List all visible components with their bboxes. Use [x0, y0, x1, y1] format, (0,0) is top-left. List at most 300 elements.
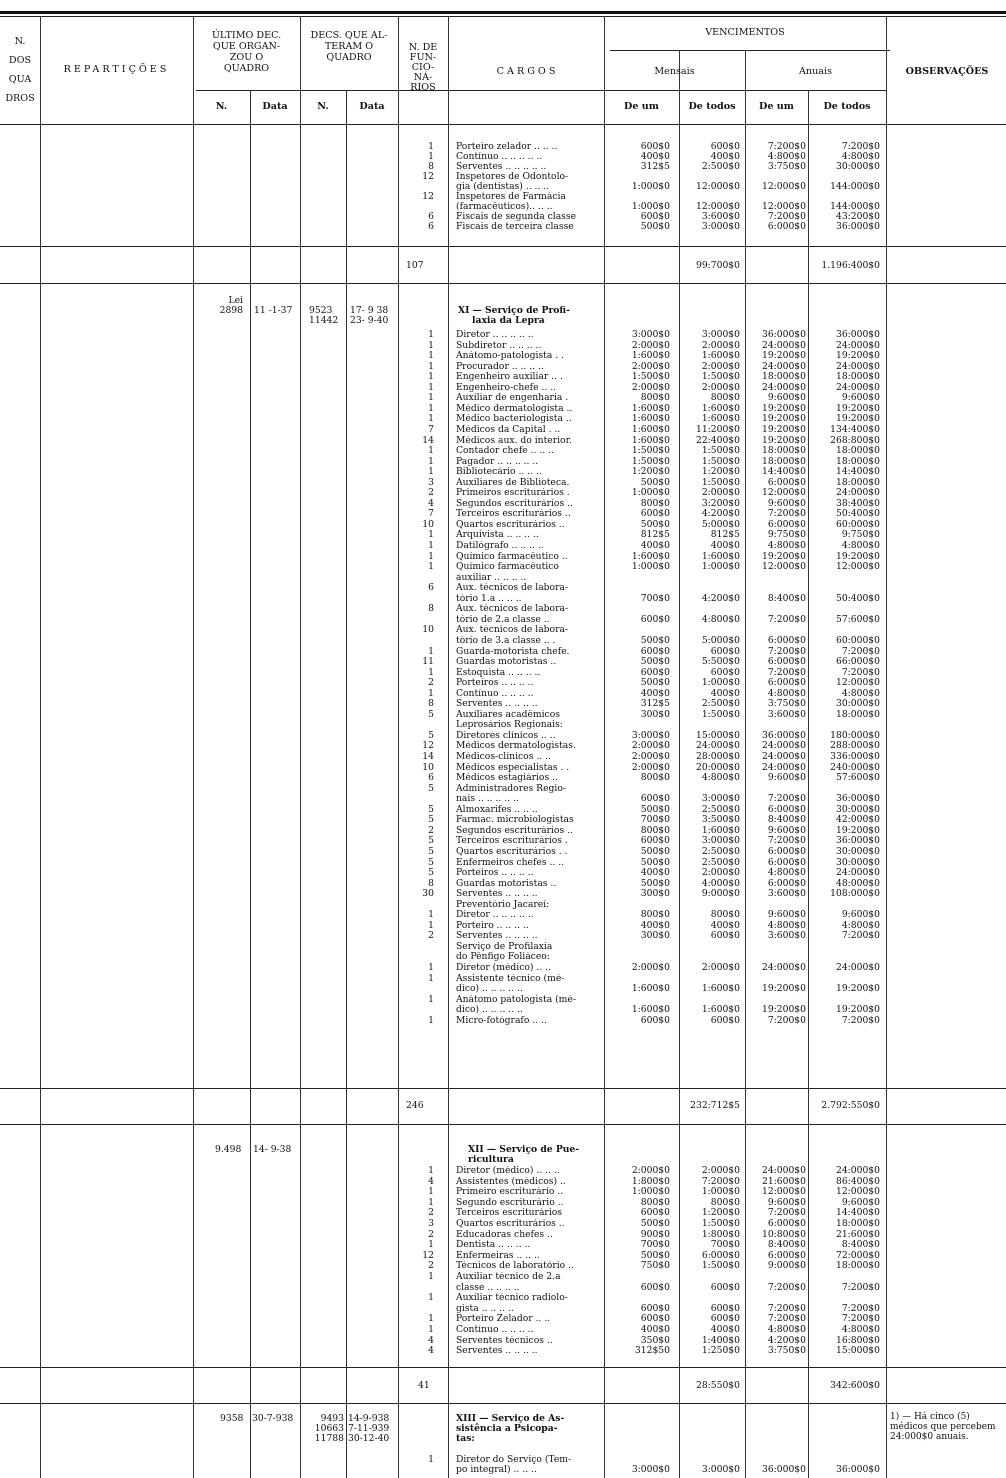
row-anual-de-todos: 7:200$0	[841, 930, 880, 942]
header-reparticoes: REPARTIÇÕES	[63, 64, 170, 75]
row-anual-de-um: 14:400$0	[761, 466, 806, 478]
row-quantity: 3	[428, 1218, 434, 1229]
block2-total-top	[0, 1088, 1006, 1089]
row-cargo: Serventes técnicos ..	[456, 1335, 553, 1346]
block4-section-title: XIII — Serviço de As- sistência a Psicopa- tas:	[456, 1413, 565, 1444]
block2-total-n: 246	[406, 1100, 424, 1111]
row-anual-de-um: 19:200$0	[761, 983, 806, 995]
row-mensal-de-um: 600$0	[640, 793, 670, 805]
row-mensal-de-um: 500$0	[640, 221, 670, 232]
row-mensal-de-todos: 1:500$0	[701, 476, 740, 488]
row-anual-de-todos: 16:800$0	[835, 1334, 880, 1346]
row-anual-de-todos: 72:000$0	[835, 1249, 880, 1261]
row-anual-de-todos: 7:200$0	[841, 666, 880, 678]
row-anual-de-um: 36:000$0	[761, 1464, 806, 1475]
header-bottom-rule	[0, 124, 1006, 125]
row-anual-de-um: 7:200$0	[767, 1281, 806, 1293]
row-anual-de-todos: 4:800$0	[841, 919, 880, 931]
vrule	[886, 16, 887, 1478]
row-quantity: 4	[428, 497, 434, 509]
row-anual-de-um: 12:000$0	[761, 181, 806, 192]
row-anual-de-todos: 43:200$0	[835, 211, 880, 222]
row-mensal-de-um: 800$0	[640, 1196, 670, 1208]
row-mensal-de-todos: 1:000$0	[701, 1186, 740, 1198]
row-cargo: Químico farmacêutico	[456, 562, 559, 573]
header-mensais: Mensais	[654, 66, 695, 77]
row-cargo: Primeiros escriturários .	[456, 488, 570, 499]
row-anual-de-um: 9:600$0	[767, 497, 806, 509]
row-mensal-de-todos: 1:200$0	[701, 1207, 740, 1219]
row-anual-de-todos: 134:400$0	[830, 423, 880, 435]
row-cargo: Terceiros escriturários ..	[456, 509, 571, 520]
row-anual-de-um: 3:600$0	[767, 708, 806, 720]
row-mensal-de-um: 600$0	[640, 666, 670, 678]
row-anual-de-um: 7:200$0	[767, 141, 806, 152]
row-mensal-de-um: 312$5	[640, 698, 670, 710]
row-mensal-de-todos: 1:250$0	[701, 1345, 740, 1357]
row-mensal-de-um: 600$0	[640, 1302, 670, 1314]
row-mensal-de-um: 1:600$0	[631, 350, 670, 362]
row-cargo: gia (dentistas) .. .. ..	[456, 182, 550, 192]
row-anual-de-todos: 60:000$0	[835, 518, 880, 530]
block1-total-bottom	[0, 283, 1006, 284]
row-mensal-de-todos: 20:000$0	[695, 761, 740, 773]
row-mensal-de-todos: 9:000$0	[701, 888, 740, 900]
row-mensal-de-um: 600$0	[640, 1014, 670, 1026]
row-anual-de-um: 21:600$0	[761, 1175, 806, 1187]
row-mensal-de-um: 600$0	[640, 835, 670, 847]
row-mensal-de-um: 312$50	[634, 1345, 670, 1357]
header-cargos: C A R G O S	[496, 66, 556, 77]
row-quantity: 8	[428, 698, 434, 710]
row-cargo: Contínuo .. .. .. ..	[456, 688, 534, 699]
row-anual-de-um: 6:000$0	[767, 677, 806, 689]
row-mensal-de-todos: 600$0	[710, 666, 740, 678]
row-cargo: Auxiliares acadêmicos	[456, 709, 560, 720]
row-anual-de-um: 9:600$0	[767, 1196, 806, 1208]
row-quantity: 1	[428, 1014, 434, 1026]
row-mensal-de-todos: 7:200$0	[701, 1175, 740, 1187]
row-anual-de-todos: 30:000$0	[835, 803, 880, 815]
row-cargo: Segundos escriturários ..	[456, 498, 573, 509]
row-mensal-de-um: 3:000$0	[631, 329, 670, 340]
block3-total-anual: 342:600$0	[830, 1380, 880, 1391]
row-cargo: Serventes .. .. .. ..	[456, 889, 538, 900]
row-quantity: 2	[428, 677, 434, 689]
row-mensal-de-um: 400$0	[640, 867, 670, 879]
row-quantity: 14	[422, 751, 434, 762]
row-anual-de-todos: 24:000$0	[835, 339, 880, 351]
row-anual-de-todos: 48:000$0	[835, 877, 880, 889]
header-ultimo-n: N.	[215, 101, 228, 112]
row-cargo: Estoquista .. .. .. ..	[456, 667, 541, 678]
row-mensal-de-todos: 800$0	[710, 909, 740, 921]
row-cargo: Pagador .. .. .. .. ..	[456, 456, 539, 467]
row-anual-de-um: 7:200$0	[767, 1014, 806, 1026]
row-cargo: Contínuo .. .. .. ..	[456, 1325, 534, 1335]
row-mensal-de-todos: 3:000$0	[701, 793, 740, 805]
block3-total-n: 41	[418, 1380, 430, 1391]
row-quantity: 1	[428, 350, 434, 362]
block4-dec-data: 30-7-938	[252, 1413, 294, 1424]
row-mensal-de-um: 600$0	[640, 141, 670, 152]
row-anual-de-todos: 24:000$0	[835, 867, 880, 879]
row-cargo: Terceiros escriturários	[456, 1208, 563, 1219]
row-anual-de-um: 24:000$0	[761, 761, 806, 773]
row-anual-de-um: 6:000$0	[767, 803, 806, 815]
row-mensal-de-todos: 3:000$0	[701, 835, 740, 847]
row-quantity: 5	[428, 803, 434, 815]
row-cargo: (farmacêuticos).. .. ..	[456, 202, 553, 212]
row-mensal-de-todos: 1:000$0	[701, 677, 740, 689]
row-anual-de-um: 6:000$0	[767, 845, 806, 857]
row-mensal-de-um: 300$0	[640, 888, 670, 900]
row-mensal-de-todos: 1:800$0	[701, 1228, 740, 1240]
row-mensal-de-um: 800$0	[640, 392, 670, 404]
row-quantity: 2	[428, 824, 434, 836]
row-quantity: 4	[428, 1345, 434, 1357]
row-cargo: dico) .. .. .. .. ..	[456, 1005, 523, 1016]
row-mensal-de-todos: 2:500$0	[701, 698, 740, 710]
row-mensal-de-todos: 2:000$0	[701, 1165, 740, 1176]
row-anual-de-um: 12:000$0	[761, 561, 806, 573]
row-anual-de-um: 7:200$0	[767, 793, 806, 805]
row-anual-de-todos: 9:600$0	[841, 392, 880, 404]
row-cargo: Educadoras chefes ..	[456, 1229, 553, 1240]
header-ultimo-dec: ÚLTIMO DEC. QUE ORGAN- ZOU O QUADRO	[211, 30, 282, 74]
row-quantity: 1	[428, 392, 434, 404]
row-mensal-de-um: 600$0	[640, 1207, 670, 1219]
row-anual-de-um: 8:400$0	[767, 814, 806, 826]
block2-dec-data: 11 -1-37	[254, 305, 293, 316]
block1-total-n: 107	[406, 260, 424, 271]
row-anual-de-todos: 9:600$0	[841, 1196, 880, 1208]
row-quantity: 2	[428, 1207, 434, 1219]
block1-total-anual: 1.196:400$0	[821, 260, 880, 271]
row-cargo: Inspetores de Farmácia	[456, 192, 566, 202]
row-mensal-de-um: 500$0	[640, 856, 670, 868]
row-anual-de-todos: 24:000$0	[835, 487, 880, 499]
row-cargo: classe .. .. .. ..	[456, 1282, 520, 1293]
row-anual-de-todos: 4:800$0	[841, 1324, 880, 1335]
row-anual-de-um: 18:000$0	[761, 371, 806, 383]
row-anual-de-um: 8:400$0	[767, 592, 806, 604]
row-cargo: tório 1.a .. .. ..	[456, 593, 522, 604]
row-mensal-de-um: 1:000$0	[631, 487, 670, 499]
row-mensal-de-um: 600$0	[640, 1281, 670, 1293]
row-anual-de-todos: 7:200$0	[841, 1302, 880, 1314]
row-quantity: 5	[428, 867, 434, 879]
row-mensal-de-todos: 4:200$0	[701, 508, 740, 520]
row-mensal-de-todos: 1:200$0	[701, 466, 740, 478]
row-cargo: Aux. técnicos de labora-	[456, 604, 569, 615]
row-cargo: Engenheiro-chefe .. ..	[456, 382, 557, 393]
row-cargo: Guarda-motorista chefe.	[456, 646, 570, 657]
row-cargo: Serventes .. .. .. .. ..	[456, 162, 547, 172]
row-cargo: Médicos aux. do interior.	[456, 435, 572, 446]
row-anual-de-um: 6:000$0	[767, 856, 806, 868]
row-mensal-de-um: 1:600$0	[631, 402, 670, 414]
row-quantity: 1	[428, 402, 434, 414]
row-anual-de-um: 19:200$0	[761, 423, 806, 435]
block4-alt-n: 9493 10663 11788	[314, 1413, 344, 1444]
row-anual-de-um: 7:200$0	[767, 613, 806, 625]
row-mensal-de-todos: 4:800$0	[701, 772, 740, 784]
row-anual-de-um: 4:800$0	[767, 687, 806, 699]
row-anual-de-um: 7:200$0	[767, 1302, 806, 1314]
row-mensal-de-todos: 1:400$0	[701, 1334, 740, 1346]
row-mensal-de-todos: 2:500$0	[701, 161, 740, 172]
row-mensal-de-um: 500$0	[640, 803, 670, 815]
row-quantity: 1	[428, 529, 434, 541]
row-anual-de-um: 36:000$0	[761, 329, 806, 340]
header-alt-n: N.	[317, 101, 329, 112]
row-mensal-de-um: 1:800$0	[631, 1175, 670, 1187]
row-mensal-de-um: 1:600$0	[631, 1004, 670, 1016]
block1-total-top	[0, 246, 1006, 247]
row-cargo: Quartos escriturários ..	[456, 1219, 565, 1229]
row-cargo: dico) .. .. .. .. ..	[456, 984, 523, 995]
row-anual-de-todos: 66:000$0	[835, 656, 880, 668]
row-cargo: Primeiro escriturário ..	[456, 1187, 564, 1198]
row-quantity: 6	[428, 211, 434, 222]
row-anual-de-um: 6:000$0	[767, 1249, 806, 1261]
row-mensal-de-todos: 1:500$0	[701, 445, 740, 457]
row-cargo: Serventes .. .. .. ..	[456, 699, 538, 710]
row-mensal-de-um: 700$0	[640, 592, 670, 604]
row-mensal-de-todos: 2:000$0	[701, 867, 740, 879]
row-quantity: 1	[428, 329, 434, 340]
row-quantity: 12	[422, 171, 434, 182]
row-mensal-de-um: 400$0	[640, 540, 670, 551]
row-mensal-de-um: 812$5	[640, 529, 670, 541]
row-mensal-de-todos: 2:000$0	[701, 381, 740, 393]
row-anual-de-todos: 9:600$0	[841, 909, 880, 921]
row-cargo: Fiscais de segunda classe	[456, 212, 577, 222]
row-anual-de-todos: 18:000$0	[835, 445, 880, 457]
row-mensal-de-todos: 1:600$0	[701, 824, 740, 836]
row-anual-de-todos: 18:000$0	[835, 1218, 880, 1229]
row-anual-de-todos: 86:400$0	[835, 1175, 880, 1187]
row-anual-de-todos: 15:000$0	[835, 1345, 880, 1357]
row-anual-de-todos: 180:000$0	[830, 729, 880, 741]
row-anual-de-um: 24:000$0	[761, 740, 806, 752]
row-quantity: 1	[428, 339, 434, 351]
row-mensal-de-um: 1:500$0	[631, 371, 670, 383]
row-anual-de-todos: 12:000$0	[835, 561, 880, 573]
row-anual-de-um: 12:000$0	[761, 1186, 806, 1198]
row-anual-de-todos: 19:200$0	[835, 350, 880, 362]
row-mensal-de-um: 500$0	[640, 1218, 670, 1229]
row-mensal-de-todos: 2:500$0	[701, 845, 740, 857]
row-mensal-de-um: 2:000$0	[631, 339, 670, 351]
row-anual-de-um: 24:000$0	[761, 339, 806, 351]
row-mensal-de-todos: 2:000$0	[701, 339, 740, 351]
top-rule-thin	[0, 16, 1006, 17]
row-anual-de-um: 7:200$0	[767, 1313, 806, 1325]
row-anual-de-todos: 36:000$0	[835, 221, 880, 232]
vrule	[300, 16, 301, 1478]
row-anual-de-um: 24:000$0	[761, 751, 806, 762]
row-quantity: 1	[428, 151, 434, 162]
row-cargo: Micro-fotógrafo .. ..	[456, 1015, 547, 1026]
row-cargo: Médico bacteriologista ..	[456, 414, 572, 425]
row-anual-de-todos: 24:000$0	[835, 1165, 880, 1176]
row-quantity: 12	[422, 191, 434, 202]
row-cargo: Médico dermatologista ..	[456, 403, 573, 414]
row-cargo: Preventório Jacareí:	[456, 899, 550, 910]
row-cargo: Contínuo .. .. .. .. ..	[456, 152, 543, 162]
row-cargo: Enfermeiras .. .. ..	[456, 1250, 540, 1261]
row-mensal-de-um: 3:000$0	[631, 1464, 670, 1475]
vrule	[193, 16, 194, 1478]
row-cargo: Aux. técnicos de labora-	[456, 583, 569, 594]
row-anual-de-todos: 12:000$0	[835, 677, 880, 689]
row-mensal-de-todos: 3:500$0	[701, 814, 740, 826]
row-anual-de-um: 9:600$0	[767, 392, 806, 404]
observation-note: 1) — Há cinco (5) médicos que percebem 24:000$0 anuais.	[890, 1412, 996, 1442]
row-anual-de-todos: 108:000$0	[830, 888, 880, 900]
row-cargo: Serventes .. .. .. ..	[456, 931, 538, 942]
row-anual-de-um: 4:200$0	[767, 1334, 806, 1346]
row-anual-de-um: 19:200$0	[761, 550, 806, 562]
row-anual-de-todos: 19:200$0	[835, 402, 880, 414]
row-anual-de-um: 19:200$0	[761, 402, 806, 414]
row-mensal-de-um: 400$0	[640, 1324, 670, 1335]
row-anual-de-todos: 12:000$0	[835, 1186, 880, 1198]
row-cargo: Bibliotecário .. .. ..	[456, 467, 542, 478]
row-anual-de-todos: 9:750$0	[841, 529, 880, 541]
row-cargo: Assistentes (médicos) ..	[456, 1176, 566, 1187]
row-mensal-de-um: 500$0	[640, 634, 670, 646]
header-mensal-de-todos: De todos	[688, 101, 736, 112]
row-mensal-de-um: 1:200$0	[631, 466, 670, 478]
row-mensal-de-todos: 22:400$0	[695, 434, 740, 446]
row-anual-de-um: 18:000$0	[761, 445, 806, 457]
row-cargo: Procurador .. .. .. ..	[456, 361, 544, 372]
row-mensal-de-todos: 1:000$0	[701, 561, 740, 573]
row-mensal-de-todos: 1:600$0	[701, 983, 740, 995]
row-mensal-de-todos: 11:200$0	[695, 423, 740, 435]
row-anual-de-todos: 7:200$0	[841, 1014, 880, 1026]
row-mensal-de-todos: 600$0	[710, 1313, 740, 1325]
row-quantity: 1	[428, 381, 434, 393]
row-anual-de-todos: 36:000$0	[835, 1464, 880, 1475]
row-quantity: 4	[428, 1334, 434, 1346]
row-anual-de-um: 19:200$0	[761, 350, 806, 362]
row-cargo: Assistente técnico (mé-	[456, 973, 565, 984]
block3-section-title: XII — Serviço de Pue- ricultura	[468, 1144, 580, 1165]
row-cargo: gista .. .. .. ..	[456, 1303, 514, 1314]
header-decs-alteram: DECS. QUE AL- TERAM O QUADRO	[310, 30, 388, 63]
row-anual-de-todos: 4:800$0	[841, 687, 880, 699]
row-anual-de-todos: 18:000$0	[835, 455, 880, 467]
row-mensal-de-todos: 5:500$0	[701, 656, 740, 668]
row-anual-de-um: 9:600$0	[767, 909, 806, 921]
row-anual-de-todos: 19:200$0	[835, 983, 880, 995]
row-mensal-de-todos: 2:500$0	[701, 856, 740, 868]
row-mensal-de-todos: 600$0	[710, 1281, 740, 1293]
row-quantity: 30	[422, 888, 434, 900]
row-mensal-de-todos: 2:000$0	[701, 962, 740, 973]
row-mensal-de-todos: 1:600$0	[701, 413, 740, 425]
row-cargo: Médicos da Capital . ..	[456, 424, 561, 435]
row-quantity: 1	[428, 1196, 434, 1208]
vencimentos-rule	[610, 50, 890, 51]
row-mensal-de-todos: 2:000$0	[701, 360, 740, 372]
row-mensal-de-um: 2:000$0	[631, 740, 670, 752]
row-mensal-de-um: 2:000$0	[631, 761, 670, 773]
row-mensal-de-todos: 12:000$0	[695, 181, 740, 192]
row-anual-de-todos: 18:000$0	[835, 476, 880, 488]
row-quantity: 1	[428, 1186, 434, 1198]
row-anual-de-todos: 7:200$0	[841, 645, 880, 657]
row-mensal-de-todos: 1:600$0	[701, 550, 740, 562]
row-cargo: Quartos escriturários . .	[456, 846, 568, 857]
row-mensal-de-um: 1:600$0	[631, 983, 670, 995]
row-mensal-de-um: 1:000$0	[631, 1186, 670, 1198]
row-quantity: 1	[428, 550, 434, 562]
row-anual-de-todos: 7:200$0	[841, 1281, 880, 1293]
row-mensal-de-todos: 12:000$0	[695, 201, 740, 212]
row-mensal-de-todos: 600$0	[710, 1302, 740, 1314]
row-anual-de-todos: 38:400$0	[835, 497, 880, 509]
row-quantity: 1	[428, 1292, 434, 1304]
row-anual-de-todos: 144:000$0	[830, 181, 880, 192]
block3-total-top	[0, 1367, 1006, 1368]
row-anual-de-um: 18:000$0	[761, 455, 806, 467]
row-anual-de-um: 6:000$0	[767, 656, 806, 668]
row-quantity: 11	[422, 656, 434, 668]
row-anual-de-todos: 30:000$0	[835, 698, 880, 710]
block1-total-mensal: 99:700$0	[695, 260, 740, 271]
row-anual-de-todos: 30:000$0	[835, 856, 880, 868]
row-mensal-de-um: 3:000$0	[631, 729, 670, 741]
row-cargo: Quartos escriturários ..	[456, 519, 565, 530]
row-anual-de-todos: 18:000$0	[835, 371, 880, 383]
row-anual-de-um: 9:000$0	[767, 1260, 806, 1272]
row-quantity: 1	[428, 455, 434, 467]
row-anual-de-todos: 18:000$0	[835, 1260, 880, 1272]
row-cargo: auxiliar .. .. .. ..	[456, 572, 527, 583]
row-mensal-de-todos: 1:500$0	[701, 708, 740, 720]
row-mensal-de-um: 500$0	[640, 1249, 670, 1261]
row-anual-de-um: 24:000$0	[761, 360, 806, 372]
row-quantity: 1	[428, 666, 434, 678]
row-anual-de-todos: 24:000$0	[835, 360, 880, 372]
row-cargo: Diretor (médico) .. ..	[456, 963, 552, 973]
row-mensal-de-um: 900$0	[640, 1228, 670, 1240]
row-mensal-de-um: 500$0	[640, 877, 670, 889]
row-anual-de-um: 24:000$0	[761, 1165, 806, 1176]
row-mensal-de-um: 1:600$0	[631, 550, 670, 562]
row-mensal-de-um: 800$0	[640, 824, 670, 836]
row-anual-de-todos: 288:000$0	[830, 740, 880, 752]
row-cargo: Serviço de Profilaxia	[456, 941, 553, 952]
header-alt-data: Data	[359, 101, 385, 112]
row-cargo: Guardas motoristas ..	[456, 878, 557, 889]
row-cargo: Porteiro Zelador .. ..	[456, 1314, 551, 1325]
row-quantity: 5	[428, 782, 434, 794]
row-mensal-de-todos: 800$0	[710, 392, 740, 404]
row-mensal-de-um: 1:000$0	[631, 561, 670, 573]
row-mensal-de-todos: 812$5	[710, 529, 740, 541]
block2-dec-n: Lei 2898	[219, 295, 243, 316]
row-quantity: 5	[428, 835, 434, 847]
row-quantity: 5	[428, 856, 434, 868]
row-anual-de-um: 8:400$0	[767, 1239, 806, 1251]
row-anual-de-um: 9:600$0	[767, 824, 806, 836]
